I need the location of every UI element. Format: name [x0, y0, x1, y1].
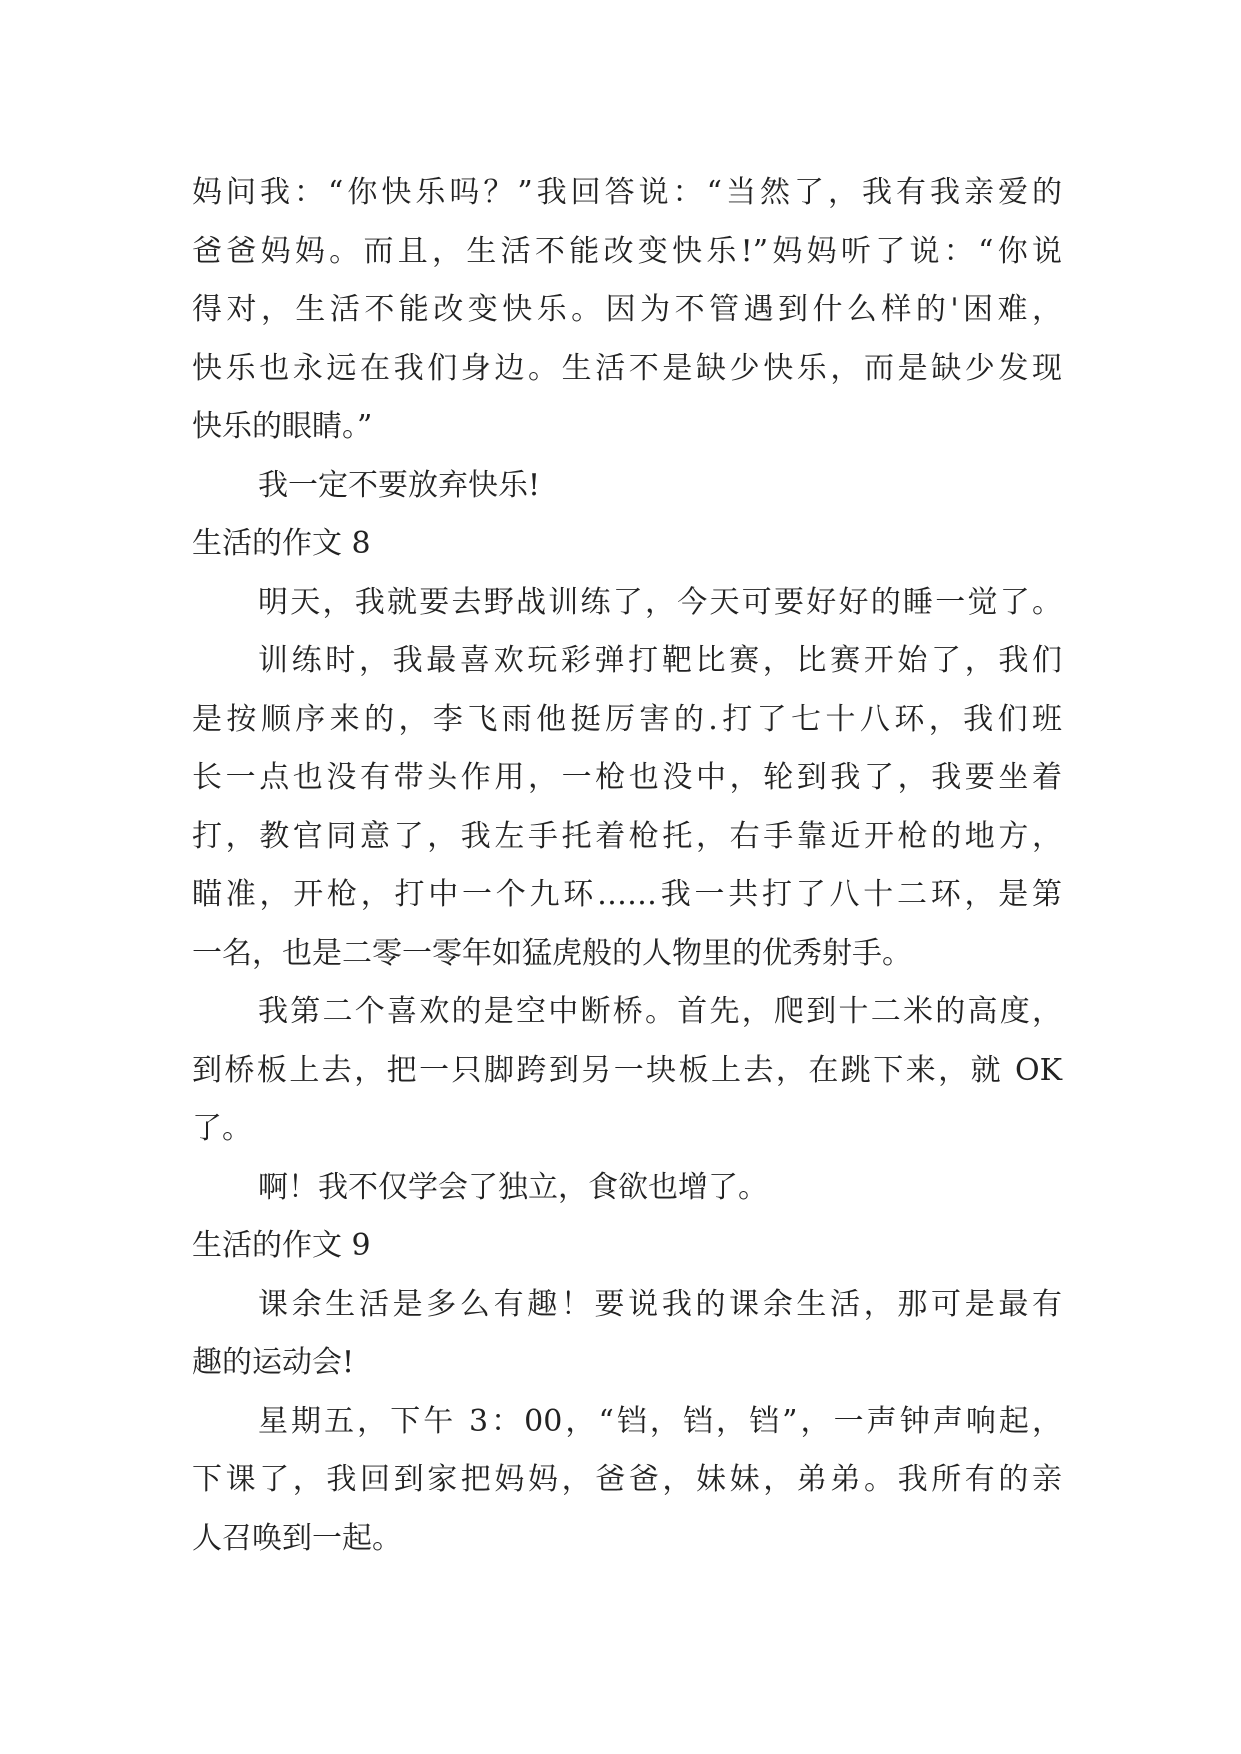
paragraph-line: 啊！我不仅学会了独立，食欲也增了。: [258, 1169, 768, 1205]
text-line: 长一点也没有带头作用，一枪也没中，轮到我了，我要坐着: [192, 760, 1062, 795]
paragraph-line: 我一定不要放弃快乐!: [258, 467, 541, 503]
text-line: 快乐也永远在我们身边。生活不是缺少快乐，而是缺少发现: [192, 350, 1062, 386]
text-line: 得对，生活不能改变快乐。因为不管遇到什么样的'困难，: [192, 292, 1062, 327]
text-line: 一名，也是二零一零年如猛虎般的人物里的优秀射手。: [192, 935, 912, 971]
text-line: 瞄准，开枪，打中一个九环……我一共打了八十二环，是第: [192, 877, 1062, 912]
document-body: [192, 164, 1062, 1568]
text-line: 妈问我：“你快乐吗？”我回答说：“当然了，我有我亲爱的: [192, 175, 1062, 210]
text-line: 人召唤到一起。: [192, 1520, 402, 1556]
paragraph-line: 我第二个喜欢的是空中断桥。首先，爬到十二米的高度，: [258, 994, 1062, 1029]
paragraph-line: 训练时，我最喜欢玩彩弹打靶比赛，比赛开始了，我们: [258, 643, 1062, 678]
text-line: 爸爸妈妈。而且，生活不能改变快乐!”妈妈听了说：“你说: [192, 233, 1062, 269]
paragraph-line: 明天，我就要去野战训练了，今天可要好好的睡一觉了。: [258, 584, 1062, 620]
text-line: 打，教官同意了，我左手托着枪托，右手靠近开枪的地方，: [192, 818, 1062, 854]
text-line: 快乐的眼睛。”: [192, 409, 373, 444]
paragraph-line: 星期五，下午 3：00，“铛，铛，铛”，一声钟声响起，: [258, 1403, 1062, 1439]
text-line: 下课了，我回到家把妈妈，爸爸，妹妹，弟弟。我所有的亲: [192, 1462, 1062, 1497]
text-line: 了。: [192, 1111, 252, 1146]
text-line: 是按顺序来的，李飞雨他挺厉害的.打了七十八环，我们班: [192, 701, 1062, 737]
section-heading: 生活的作文 8: [192, 526, 371, 561]
paragraph-line: 课余生活是多么有趣！要说我的课余生活，那可是最有: [258, 1286, 1062, 1322]
text-line: 趣的运动会!: [192, 1345, 355, 1380]
text-line: 到桥板上去，把一只脚跨到另一块板上去，在跳下来，就 OK: [192, 1052, 1062, 1088]
section-heading: 生活的作文 9: [192, 1228, 371, 1263]
